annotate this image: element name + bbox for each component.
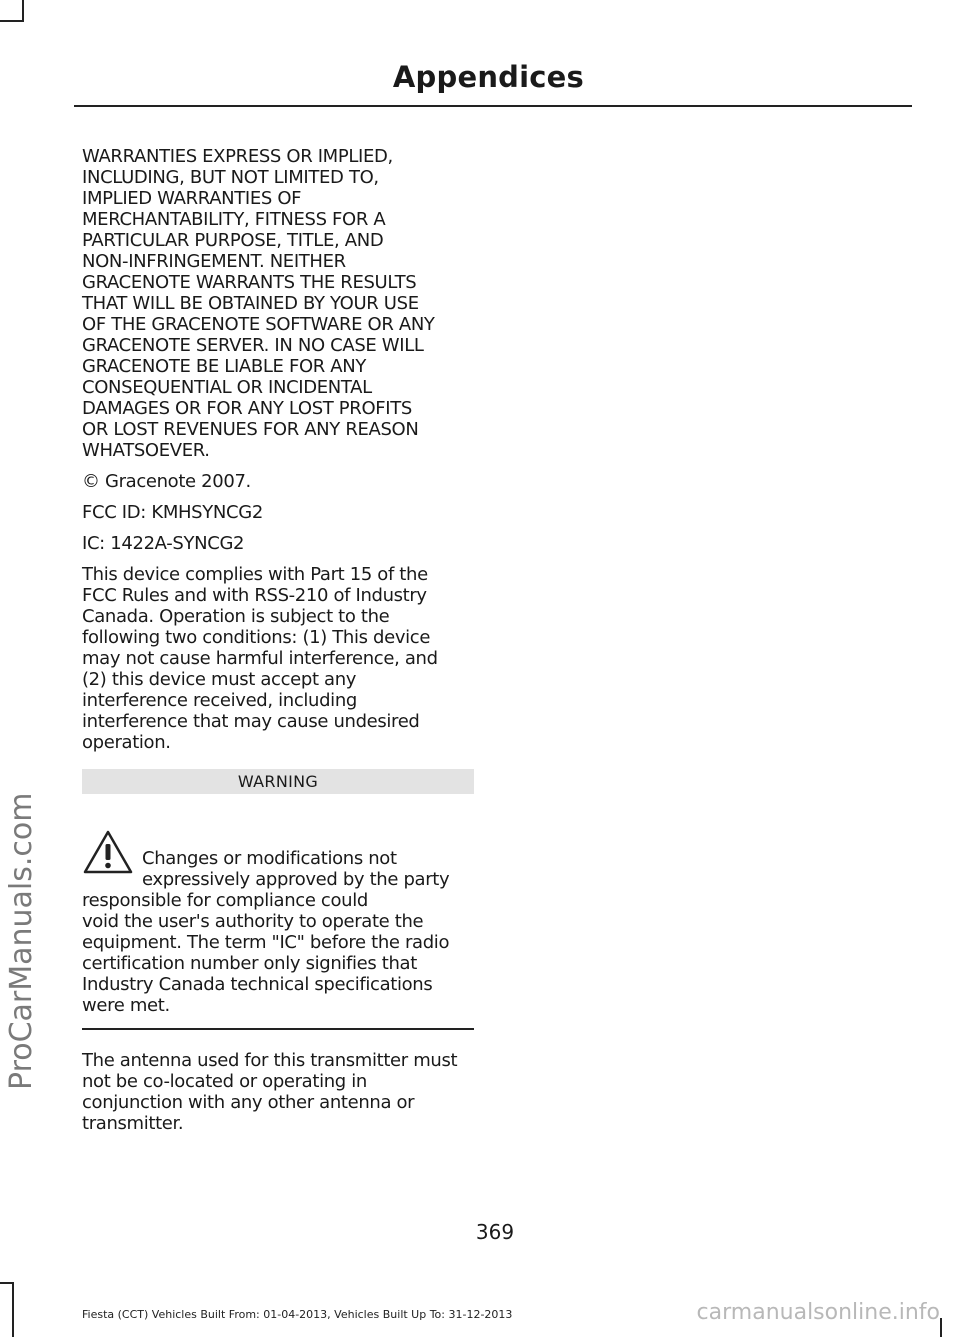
fcc-id-line: FCC ID: KMHSYNCG2 [82, 502, 263, 523]
warning-heading: WARNING [82, 769, 474, 794]
side-watermark: ProCarManuals.com [4, 792, 39, 1090]
footer-text: Fiesta (CCT) Vehicles Built From: 01-04-2013, Vehicles Built Up To: 31-12-2013 [82, 1308, 513, 1321]
main-column [82, 146, 474, 1144]
disclaimer-paragraph: WARRANTIES EXPRESS OR IMPLIED, INCLUDING, BUT NOT LIMITED TO, IMPLIED WARRANTIES OF MERCHANTABILITY, FITNESS FOR A PARTICULAR PURPOSE, TITLE, AND NON-INFRINGEMENT. NEITHER GRACENOTE WARRANTS THE RESULTS THAT WILL BE OBTAINED BY YOUR USE OF THE GRACENOTE SOFTWARE OR ANY GRACENOTE SERVER. IN NO CASE WILL GRACENOTE BE LIABLE FOR ANY CONSEQUENTIAL OR INCIDENTAL DAMAGES OR FOR ANY LOST PROFITS OR LOST REVENUES FOR ANY REASON WHATSOEVER. [82, 146, 435, 461]
footer-site-logo: carmanualsonline.info [696, 1300, 940, 1325]
page-header-title: Appendices [392, 60, 584, 94]
crop-mark [22, 0, 24, 22]
crop-mark [0, 20, 24, 22]
warning-rule [82, 1028, 474, 1030]
crop-mark [12, 1282, 14, 1337]
header-rule [74, 105, 912, 107]
crop-mark [940, 1318, 942, 1337]
page-number: 369 [475, 1220, 515, 1244]
copyright-line: © Gracenote 2007. [82, 471, 251, 492]
antenna-paragraph: The antenna used for this transmitter must not be co-located or operating in conjunction with any other antenna or transmitter. [82, 1050, 458, 1134]
compliance-paragraph: This device complies with Part 15 of the FCC Rules and with RSS-210 of Industry Canada. Operation is subject to the following two conditions: (1) This device may not cause harmful interference, and (2) this device must accept any interference received, including interference that may cause undesired operation. [82, 564, 438, 753]
warning-triangle-icon [82, 829, 134, 875]
warning-box [82, 806, 474, 1016]
warning-text: Changes or modifications not expressively approved by the party responsible for compliance could void the user's authority to operate the equipment. The term "IC" before the radio certification number only signifies that Industry Canada technical specifications were met. [82, 848, 450, 1016]
ic-line: IC: 1422A-SYNCG2 [82, 533, 245, 554]
